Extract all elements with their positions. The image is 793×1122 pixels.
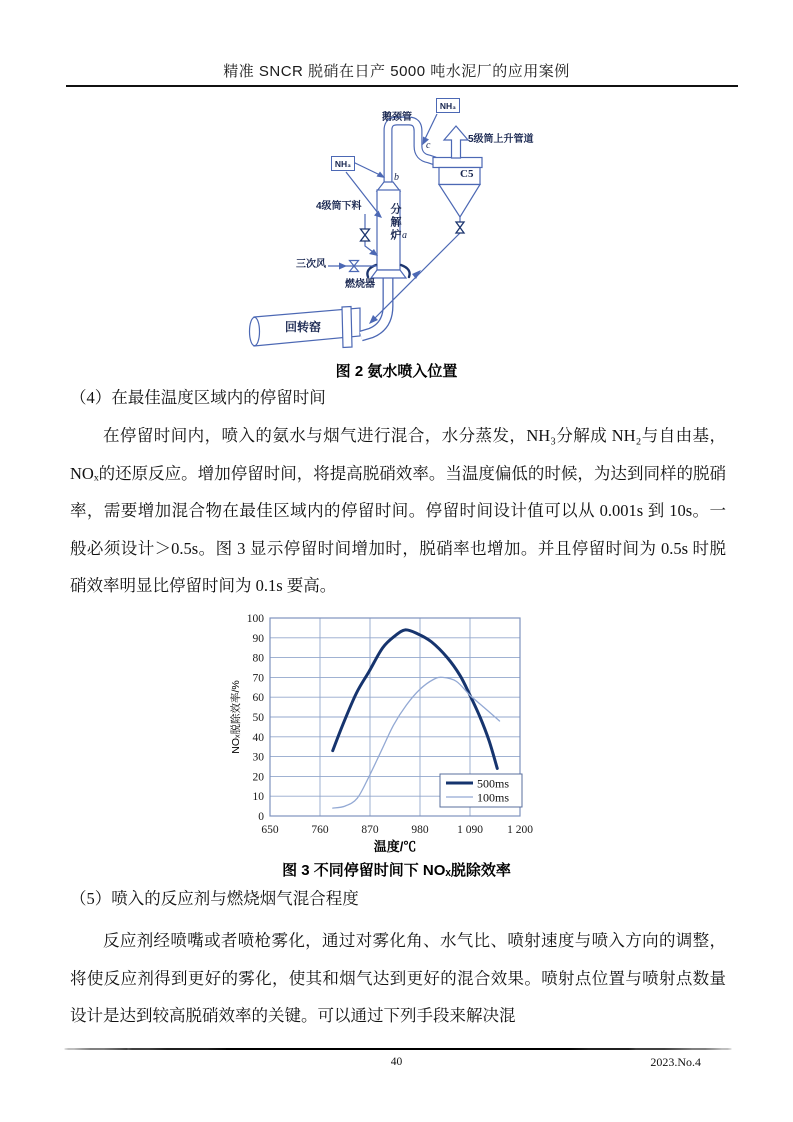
svg-text:980: 980: [411, 824, 429, 836]
riser5-up-arrow: [444, 126, 468, 158]
svg-text:650: 650: [261, 824, 279, 836]
section5-paragraph: 反应剂经喷嘴或者喷枪雾化，通过对雾化角、水气比、喷射速度与喷入方向的调整，将使反应剂得到更好的雾化，使其和烟气达到更好的混合效果。喷射点位置与喷射点数量设计是达到较高脱硝效率的关键。可以通过下列手段来解决混: [70, 931, 726, 1026]
section5-heading: （5）喷入的反应剂与燃烧烟气混合程度: [70, 889, 359, 908]
c5-cyclone-shape: [433, 158, 482, 234]
svg-text:870: 870: [361, 824, 379, 836]
svg-text:100ms: 100ms: [477, 790, 510, 805]
footer-rule: [64, 1048, 732, 1050]
nh3-top-box: NH₃: [436, 98, 460, 113]
svg-text:0: 0: [258, 811, 264, 823]
label-riser5: 5级筒上升管道: [468, 134, 534, 145]
page-number: 40: [390, 1056, 403, 1068]
svg-text:20: 20: [252, 771, 264, 784]
svg-text:70: 70: [252, 672, 264, 685]
svg-text:80: 80: [252, 652, 264, 665]
label-goose-neck: 鹅颈管: [382, 112, 412, 123]
issue-label: 2023.No.4: [650, 1055, 701, 1069]
figure2-caption: 图 2 氨水喷入位置: [335, 363, 458, 380]
svg-text:500ms: 500ms: [477, 776, 510, 791]
svg-text:50: 50: [252, 712, 264, 724]
section4-heading: （4）在最佳温度区域内的停留时间: [70, 388, 326, 407]
label-calciner: 分解炉: [389, 203, 401, 242]
label-c5: C5: [460, 168, 474, 180]
header-rule: [66, 85, 738, 87]
svg-text:1 200: 1 200: [507, 824, 533, 836]
label-kiln: 回转窑: [285, 320, 322, 334]
label-burner: 燃烧器: [345, 279, 375, 290]
figure3-chart: [225, 598, 565, 858]
label-tertiary-air: 三次风: [296, 259, 326, 270]
svg-text:90: 90: [252, 632, 264, 645]
section4-paragraph: 在停留时间内，喷入的氨水与烟气进行混合，水分蒸发，NH₃分解成 NH₂与自由基，NOₓ的还原反应。增加停留时间，将提高脱硝效率。当温度偏低的时候，为达到同样的脱硝率，需要增加混合物在最佳区域内的停留时间。停留时间设计值可以从 0.001s 到 10s。一般必须设计＞0.5s。图 3 显示停留时间增加时，脱硝率也增加。并且停留时间为 0.5s 时脱硝效率明显比停留时间为 0.1s 要高。: [70, 426, 726, 596]
page-title: 精准 SNCR 脱硝在日产 5000 吨水泥厂的应用案例: [223, 63, 570, 80]
point-b: b: [394, 172, 399, 183]
svg-text:100: 100: [246, 613, 264, 625]
svg-text:760: 760: [311, 824, 329, 836]
label-feed4: 4级筒下料: [316, 201, 362, 212]
svg-text:NOₓ脱除效率/%: NOₓ脱除效率/%: [230, 680, 242, 754]
figure2: [230, 90, 570, 362]
svg-text:10: 10: [252, 791, 264, 804]
svg-text:温度/℃: 温度/℃: [373, 839, 417, 854]
point-c: c: [426, 140, 431, 151]
figure3-caption: 图 3 不同停留时间下 NOₓ脱除效率: [282, 862, 511, 879]
svg-text:60: 60: [252, 692, 264, 705]
figure3: [225, 598, 565, 858]
svg-text:1 090: 1 090: [457, 824, 483, 836]
svg-text:40: 40: [252, 731, 264, 744]
nh3-left-box: NH₃: [331, 156, 355, 171]
svg-text:30: 30: [252, 751, 264, 764]
point-a: a: [402, 230, 407, 241]
feed4-line: [361, 214, 379, 256]
